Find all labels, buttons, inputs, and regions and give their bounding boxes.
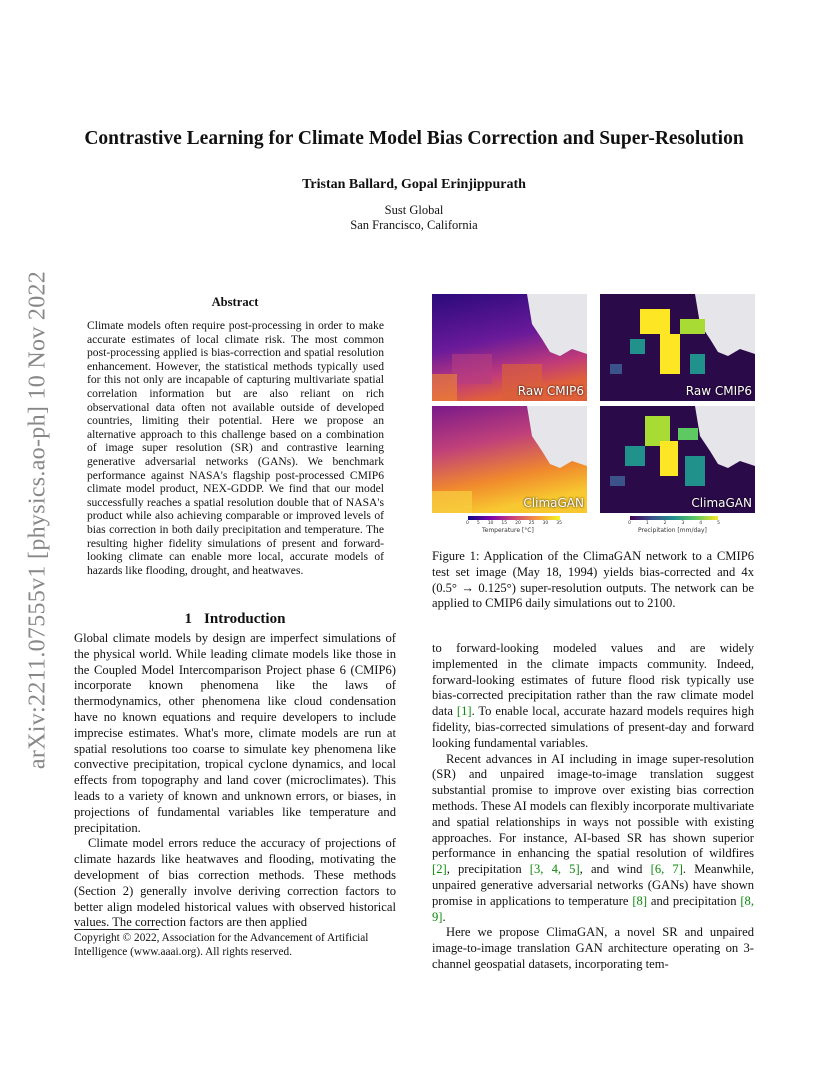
- copyright-footnote: Copyright © 2022, Association for the Advancement of Artificial Intelligence (www.aaai.org). All rights reserved.: [74, 932, 369, 958]
- text-run: . Meanwhile, unpaired generative adversarial networks (GANs) have shown promise in applications to temperature: [432, 862, 755, 908]
- tick: 10: [487, 521, 494, 526]
- text-run: and precipitation: [647, 893, 741, 908]
- precipitation-colorbar-title: Precipitation [mm/day]: [638, 527, 707, 534]
- tick: 0: [466, 521, 469, 526]
- panel-label: Raw CMIP6: [517, 384, 584, 398]
- tick: 20: [515, 521, 521, 526]
- precipitation-colorbar-ticks: [628, 521, 720, 526]
- citation-link[interactable]: [8]: [632, 893, 648, 908]
- panel-label: Raw CMIP6: [685, 384, 752, 398]
- climagan-temperature-map: [432, 406, 587, 513]
- citation-link[interactable]: [1]: [456, 704, 472, 719]
- text-run: , precipitation: [446, 862, 530, 877]
- arxiv-identifier: arXiv:2211.07555v1 [physics.ao-ph] 10 Nov 2022: [24, 270, 51, 770]
- temperature-colorbar-title: Temperature [°C]: [482, 527, 534, 534]
- panel-label: ClimaGAN: [691, 496, 752, 510]
- paper-authors: Tristan Ballard, Gopal Erinjippurath: [302, 177, 526, 192]
- precipitation-colorbar: [630, 516, 718, 520]
- text-run: , and wind: [579, 862, 651, 877]
- intro-column: [74, 631, 396, 931]
- tick: 15: [501, 521, 508, 526]
- paper-title: Contrastive Learning for Climate Model Bias Correction and Super-Resolution: [84, 128, 744, 149]
- tick: 35: [556, 521, 562, 526]
- tick: 3: [681, 521, 685, 526]
- affiliation: Sust Global: [384, 203, 444, 217]
- section-title: Introduction: [204, 611, 286, 627]
- footnote-rule: [74, 929, 159, 930]
- tick: 5: [717, 521, 720, 526]
- tick: 0: [628, 521, 631, 526]
- intro-paragraph-2: Climate model errors reduce the accuracy of projections of climate hazards like heatwaves and flooding, motivating the development of bias correction methods. These methods (Section 2) generally involve deriving correction factors to better align modeled historical values with observed historical values. The correction factors are then applied: [74, 836, 396, 930]
- abstract-text: Climate models often require post-processing in order to make accurate estimates of local climate risk. The most common post-processing applied is bias-correction and spatial resolution enhancement. However, the statistical methods typically used for this not only are incapable of capturing multivariate spatial correlation information but are also reliant on rich observational data often not available outside of developed countries, limiting their potential. Here we propose an alternative approach to this challenge based on a combination of image super resolution (SR) and contrastive learning generative adversarial networks (GANs). We benchmark performance against NASA's flagship post-processed CMIP6 climate model product, NEX-GDDP. We find that our model successfully reaches a spatial resolution double that of NASA's product while also achieving comparable or improved levels of bias correction in both daily precipitation and temperature. The resulting higher fidelity simulations of present and forward-looking climate can enable more local, accurate models of hazards like flooding, drought, and heatwaves.: [87, 319, 384, 577]
- abstract-heading: Abstract: [211, 295, 259, 309]
- panel-label: ClimaGAN: [523, 496, 584, 510]
- citation-link[interactable]: [3, 4, 5]: [529, 862, 580, 877]
- temperature-colorbar-ticks: [466, 521, 562, 526]
- intro-paragraph-1: Global climate models by design are imperfect simulations of the physical world. While leading climate models like those in the Coupled Model Intercomparison Project phase 6 (CMIP6) incorporate known phenomena like the laws of thermodynamics, other phenomena like cloud condensation have no known equations and require developers to include imprecise estimates. What's more, climate models are run at spatial resolutions too coarse to simulate key phenomena like convective precipitation, tropical cyclone dynamics, and local effects from topography and land cover (microclimates). This leads to a variety of known and unknown errors, or biases, in projections of fundamental variables like temperature and precipitation.: [74, 631, 396, 835]
- temperature-colorbar: [468, 516, 560, 520]
- right-paragraph-2: [432, 752, 754, 926]
- citation-link[interactable]: [6, 7]: [650, 862, 683, 877]
- right-paragraph-1: [432, 641, 754, 752]
- tick: 4: [699, 521, 703, 526]
- citation-link[interactable]: [2]: [432, 862, 447, 877]
- text-run: Recent advances in AI including in image super-resolution (SR) and unpaired image-to-image translation suggest substantial promise to improve over existing bias correction methods. These AI models can flexibly incorporate multivariate and spatial relationships in ways not possible with existing approaches. For instance, AI-based SR has shown superior performance in enhancing the spatial resolution of wildfires: [432, 751, 754, 861]
- right-paragraph-3: Here we propose ClimaGAN, a novel SR and unpaired image-to-image translation GAN architecture operating on 3-channel geospatial datasets, incorporating tem-: [432, 925, 754, 971]
- tick: 30: [542, 521, 549, 526]
- right-column: [432, 641, 754, 973]
- tick: 25: [528, 521, 535, 526]
- section-heading: [74, 611, 396, 628]
- raw-precipitation-map: [600, 294, 755, 401]
- tick: 1: [645, 521, 649, 526]
- location: San Francisco, California: [350, 218, 478, 232]
- citation-link[interactable]: [8, 9]: [432, 893, 754, 924]
- text-run: .: [442, 909, 446, 924]
- text-run: to forward-looking modeled values and are widely implemented in the climate impacts community. Indeed, forward-looking estimates of future flood risk typically use bias-corrected precipitation rather than the raw climate model data: [432, 641, 754, 719]
- figure-1: [432, 294, 758, 544]
- arxiv-sidebar: [18, 250, 58, 790]
- tick: 2: [663, 521, 667, 526]
- raw-temperature-map: [432, 294, 587, 401]
- climagan-precipitation-map: [600, 406, 755, 513]
- text-run: . To enable local, accurate hazard models requires high fidelity, bias-corrected simulations of present-day and forward looking fundamental variables.: [432, 704, 755, 750]
- section-number: 1: [184, 611, 193, 627]
- tick: 5: [476, 521, 480, 526]
- figure-caption: Figure 1: Application of the ClimaGAN network to a CMIP6 test set image (May 18, 1994) yields bias-corrected and 4x (0.5° → 0.125°) super-resolution outputs. The network can be applied to CMIP6 daily simulations out to 2100.: [432, 549, 754, 611]
